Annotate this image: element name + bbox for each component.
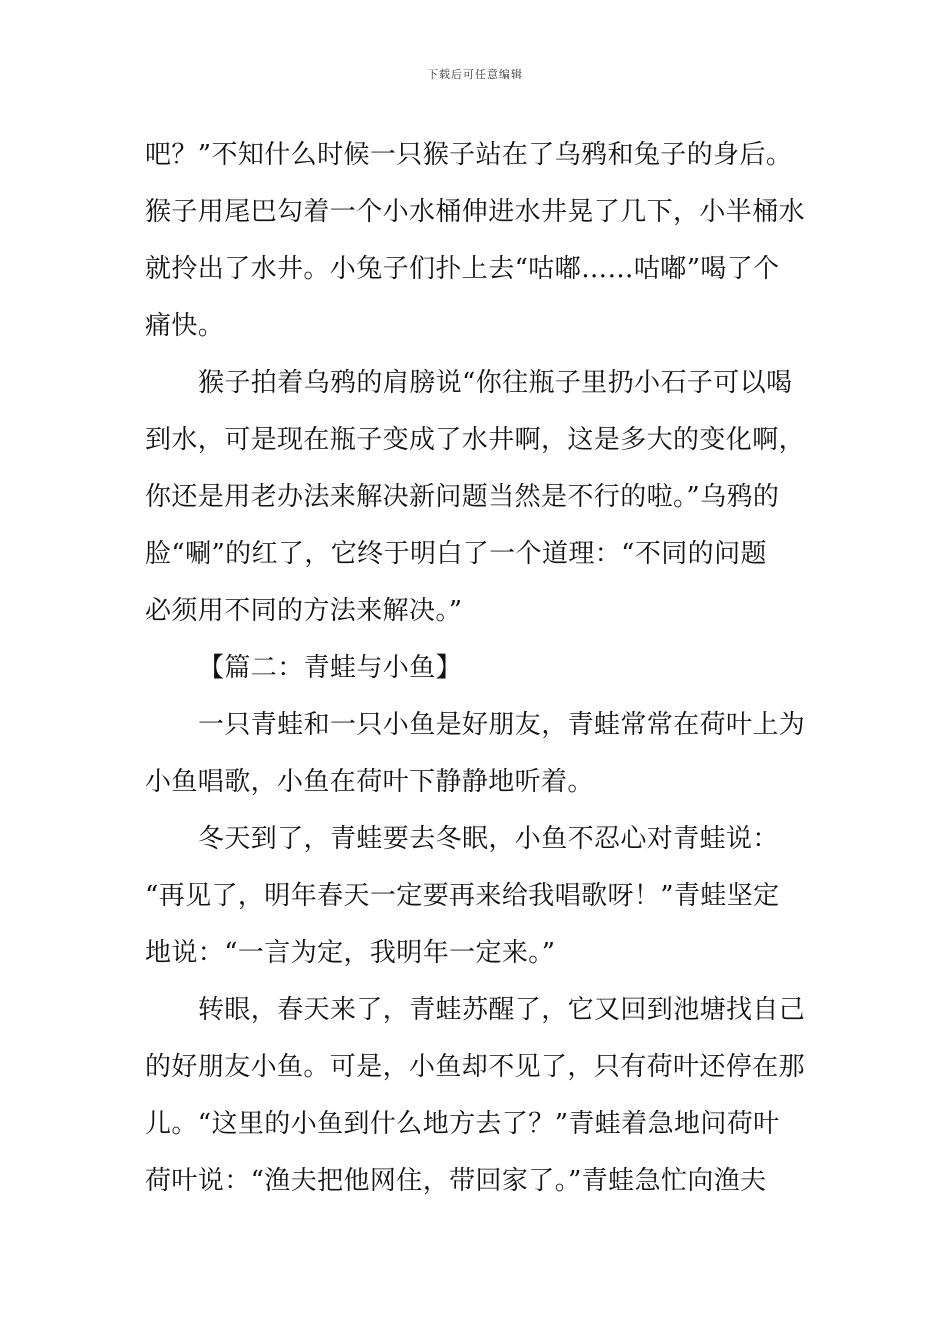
text-line-9: 必须用不同的方法来解决。” — [145, 596, 463, 626]
text-line-6: 到水，可是现在瓶子变成了水井啊，这是多大的变化啊， — [145, 425, 806, 455]
text-line-13: 冬天到了，青蛙要去冬眠，小鱼不忍心对青蛙说： — [198, 824, 779, 854]
text-line-7: 你还是用老办法来解决新问题当然是不行的啦。”乌鸦的 — [145, 482, 780, 512]
text-line-3: 就拎出了水井。小兔子们扑上去“咕嘟……咕嘟”喝了个 — [145, 254, 780, 284]
text-line-8: 脸“唰”的红了，它终于明白了一个道理：“不同的问题 — [145, 539, 767, 569]
section-heading: 【篇二：青蛙与小鱼】 — [198, 653, 463, 683]
page-header: 下载后可任意编辑 — [427, 68, 523, 81]
text-line-19: 荷叶说：“渔夫把他网住，带回家了。”青蛙急忙向渔夫 — [145, 1166, 767, 1196]
text-line-12: 小鱼唱歌，小鱼在荷叶下静静地听着。 — [145, 767, 594, 797]
text-line-18: 儿。“这里的小鱼到什么地方去了？”青蛙着急地问荷叶 — [145, 1109, 780, 1139]
text-line-4: 痛快。 — [145, 311, 225, 341]
text-line-1: 吧？”不知什么时候一只猴子站在了乌鸦和兔子的身后。 — [145, 140, 793, 170]
text-line-14: “再见了，明年春天一定要再来给我唱歌呀！”青蛙坚定 — [145, 881, 780, 911]
text-line-2: 猴子用尾巴勾着一个小水桶伸进水井晃了几下，小半桶水 — [145, 197, 806, 227]
text-line-16: 转眼，春天来了，青蛙苏醒了，它又回到池塘找自己 — [198, 995, 806, 1025]
text-line-15: 地说：“一言为定，我明年一定来。” — [145, 938, 556, 968]
text-line-11: 一只青蛙和一只小鱼是好朋友，青蛙常常在荷叶上为 — [198, 710, 806, 740]
text-line-5: 猴子拍着乌鸦的肩膀说“你往瓶子里扔小石子可以喝 — [198, 368, 793, 398]
text-line-17: 的好朋友小鱼。可是，小鱼却不见了，只有荷叶还停在那 — [145, 1052, 806, 1082]
